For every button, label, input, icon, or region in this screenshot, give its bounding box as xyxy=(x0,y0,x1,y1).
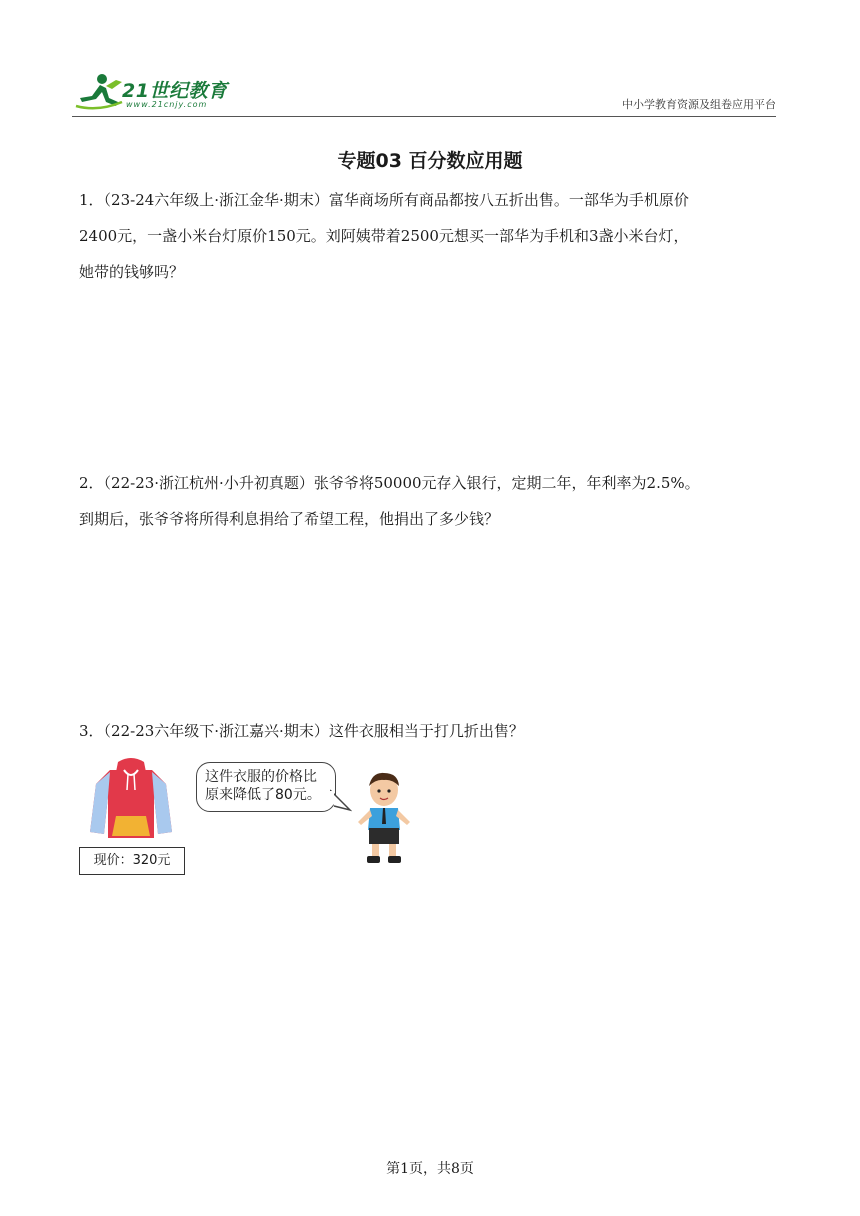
question-3-line-1: 3．（22-23六年级下·浙江嘉兴·期末）这件衣服相当于打几折出售？ xyxy=(79,722,524,740)
question-2-line-1: 2．（22-23·浙江杭州·小升初真题）张爷爷将50000元存入银行，定期二年，年利率为2.5%。 xyxy=(79,474,700,492)
question-1 xyxy=(79,182,779,290)
question-1-line-1: 1．（23-24六年级上·浙江金华·期末）富华商场所有商品都按八五折出售。一部华为手机原价 xyxy=(79,191,689,209)
question-1-line-2: 2400元，一盏小米台灯原价150元。刘阿姨带着2500元想买一部华为手机和3盏小米台灯， xyxy=(79,227,689,245)
page-title: 专题03 百分数应用题 xyxy=(337,150,523,172)
runner-logo-icon xyxy=(72,72,124,112)
question-3 xyxy=(79,713,779,749)
logo-url: www.21cnjy.com xyxy=(126,100,208,109)
boy-icon xyxy=(352,768,416,866)
bubble-line-2: 原来降低了80元。 xyxy=(205,787,321,803)
bubble-line-1: 这件衣服的价格比 xyxy=(205,769,317,785)
logo-text: 21世纪教育 xyxy=(122,80,228,102)
current-price-label: 现价：320元 xyxy=(79,847,185,875)
question-1-line-3: 她带的钱够吗？ xyxy=(79,263,185,281)
bubble-tail-icon xyxy=(330,788,352,814)
page-header xyxy=(72,70,776,117)
platform-name: 中小学教育资源及组卷应用平台 xyxy=(622,98,776,111)
question-2-line-2: 到期后，张爷爷将所得利息捐给了希望工程，他捐出了多少钱？ xyxy=(79,510,500,528)
speech-bubble xyxy=(196,762,336,812)
question-2 xyxy=(79,465,779,537)
logo xyxy=(72,70,252,114)
hoodie-icon xyxy=(88,756,174,842)
page-footer: 第1页，共8页 xyxy=(386,1161,474,1177)
